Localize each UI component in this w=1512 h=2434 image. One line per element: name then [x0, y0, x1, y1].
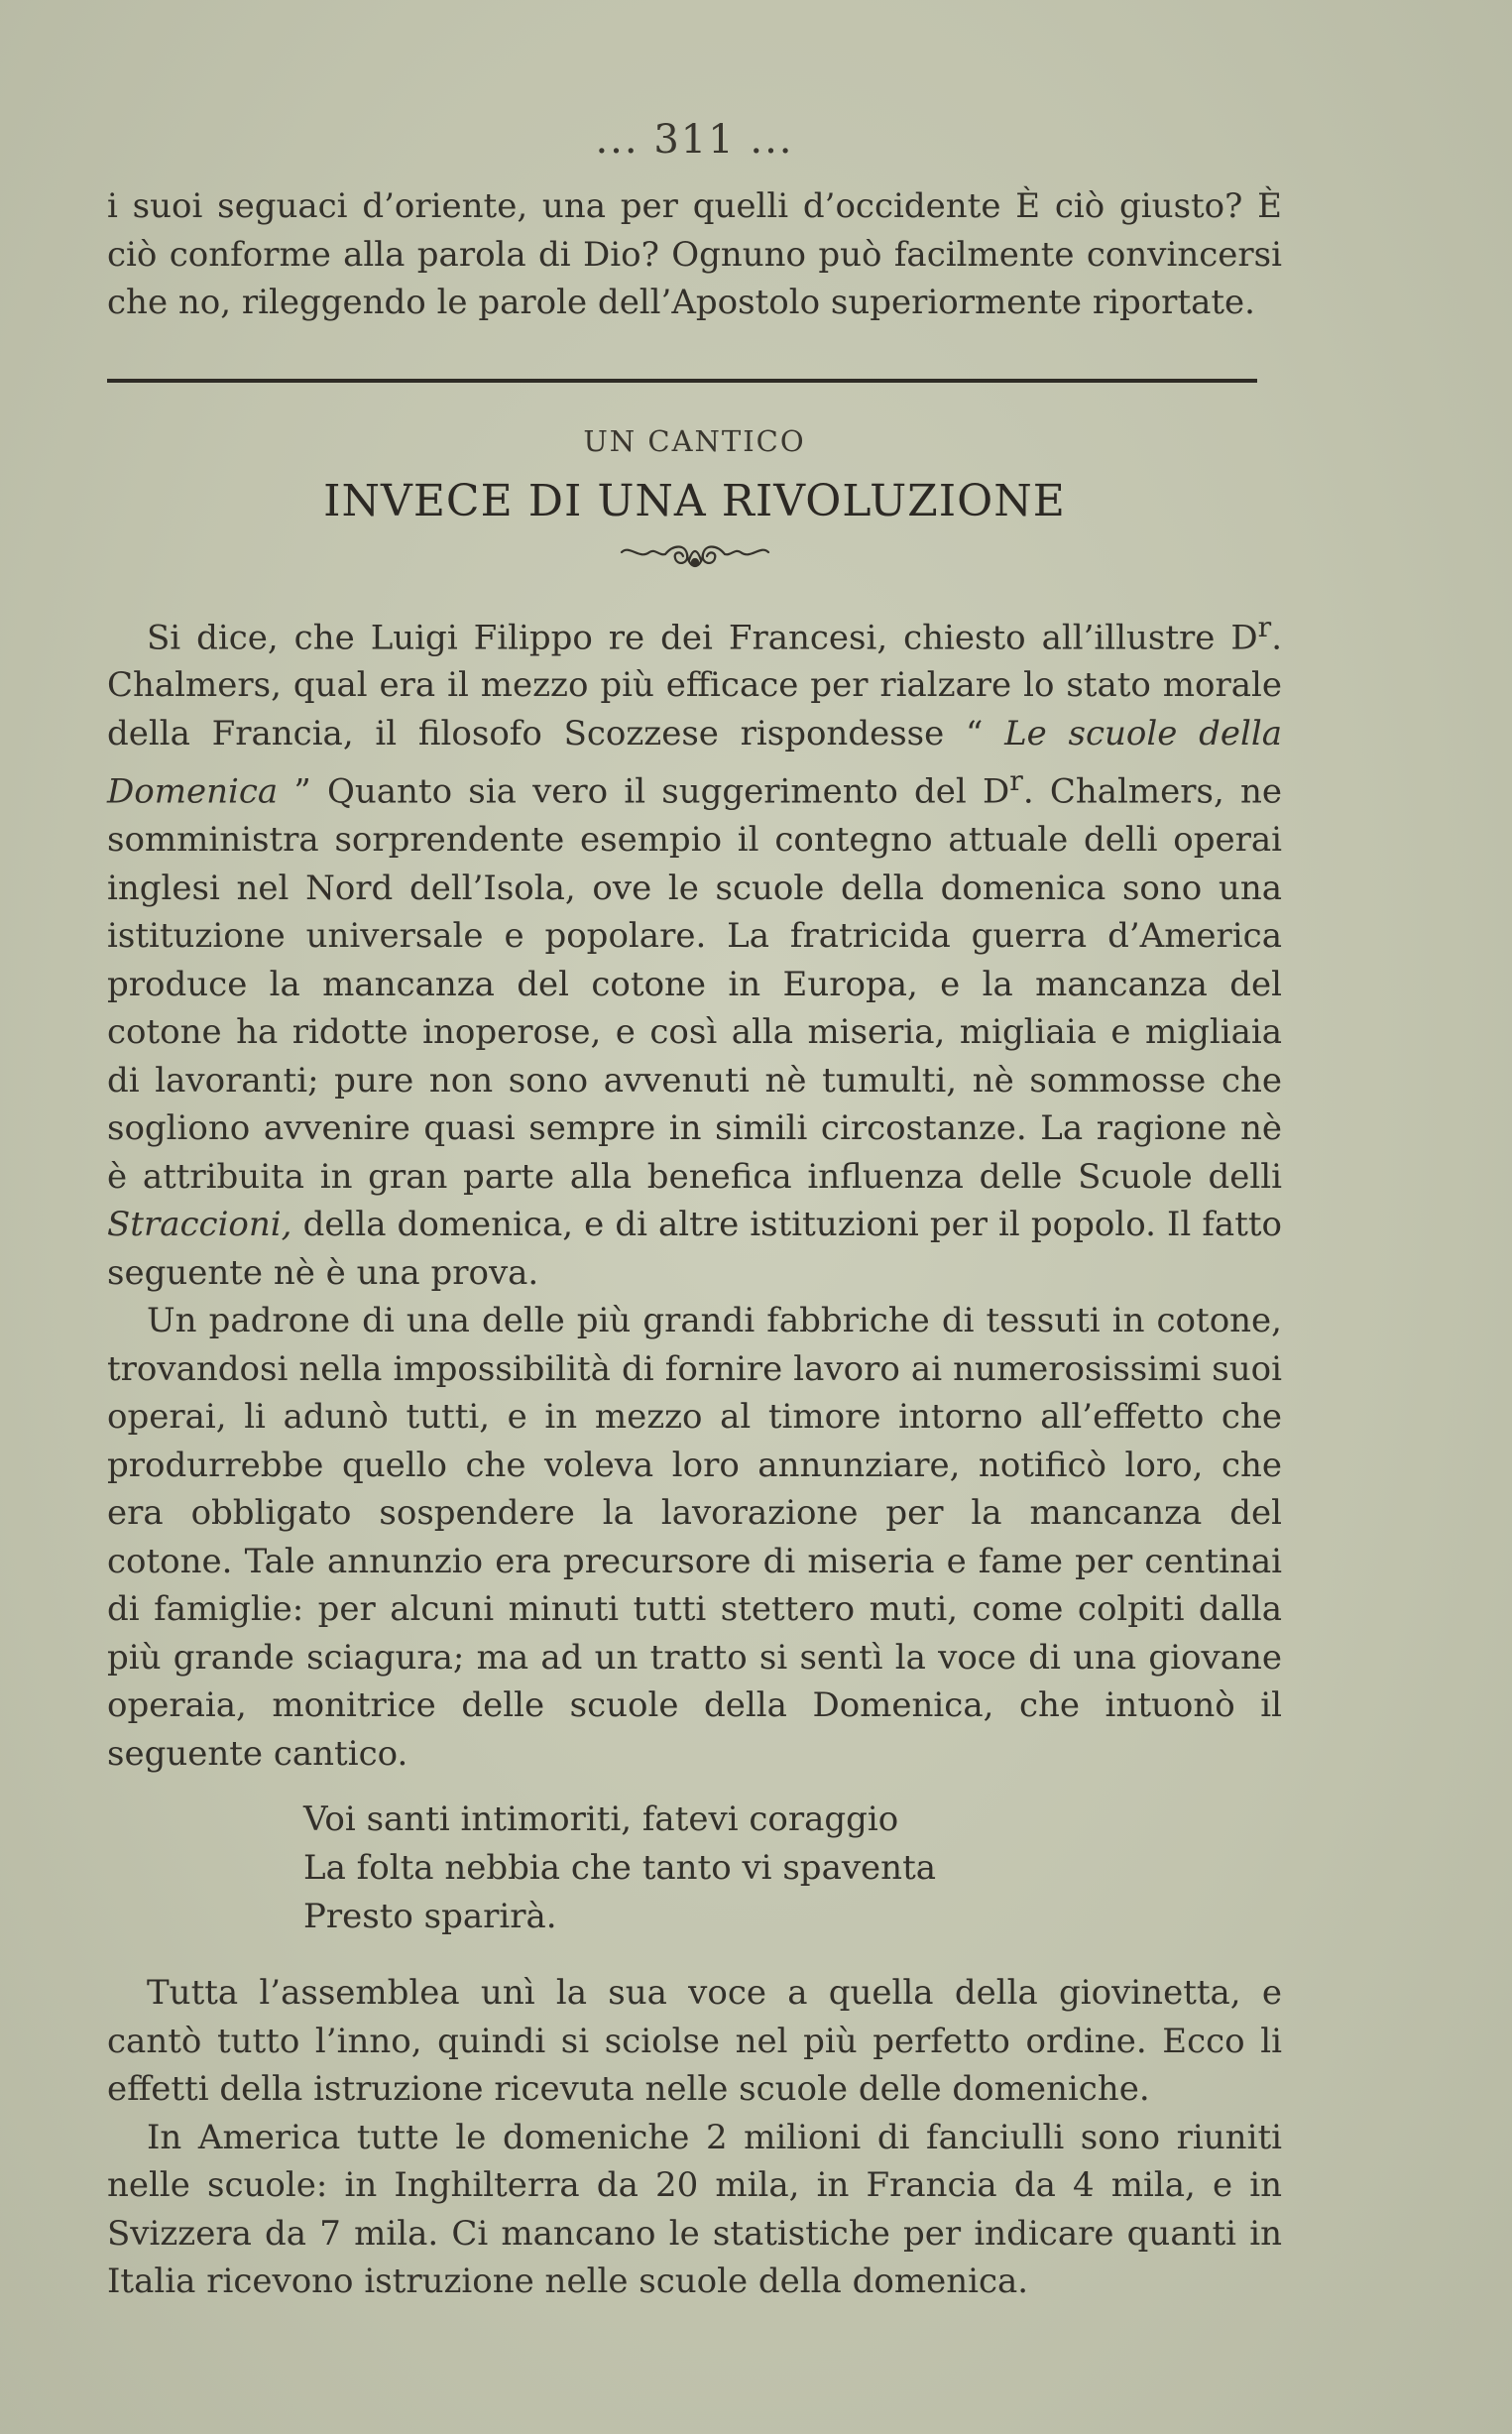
paragraph-3: Tutta l’assemblea unì la sua voce a quella della giovinetta, e cantò tutto l’inno, quindi si sciolse nel più perfetto ordine. Ecco li effetti della istruzione ricevuta nelle scuole delle domeniche. — [107, 1973, 1282, 2110]
article-title: INVECE DI UNA RIVOLUZIONE — [323, 475, 1066, 526]
article-kicker: UN CANTICO — [583, 423, 806, 458]
p1-italic-straccioni: Straccioni, — [107, 1205, 292, 1245]
fleuron-ornament-icon — [616, 540, 774, 574]
p1-italic-title: Le scuole della Domenica — [107, 713, 1282, 812]
opening-paragraph: i suoi seguaci d’oriente, una per quelli d’occidente È ciò giusto? È ciò conforme alla parola di Dio? Ognuno può facilmente convincersi che no, rileggendo le parole dell’Apostolo superiormente riportate. — [107, 186, 1282, 322]
p1-text-d: . Chalmers, ne somministra sorprendente esempio il contegno attuale delli operai inglesi nel Nord dell’Isola, ove le scuole della domenica sono una istituzione universale e popolare. La fratricida guerra d’America produce la mancanza del cotone in Europa, e la mancanza del cotone ha ridotte inoperose, e così alla miseria, migliaia e migliaia di lavoranti; pure non sono avvenuti nè tumulti, nè sommosse che sogliono avvenire quasi sempre in simili circostanze. La ragione nè è attribuita in gran parte alla benefica influenza delle Scuole delli — [107, 771, 1283, 1197]
p1-text-a: Si dice, che Luigi Filippo re dei Francesi, chiesto all’illustre D — [147, 617, 1258, 657]
p1-superscript-2: r — [1009, 764, 1023, 798]
p1-text-b: . Chalmers, qual era il mezzo più efficace per rialzare lo stato morale della Francia, il filosofo Scozzese rispondesse “ — [107, 617, 1282, 753]
paragraph-1 — [107, 604, 1282, 1298]
paragraph-4: In America tutte le domeniche 2 milioni di fanciulli sono riuniti nelle scuole: in Inghilterra da 20 mila, in Francia da 4 mila, e in Svizzera da 7 mila. Ci mancano le statistiche per indicare quanti in Italia ricevono istruzione nelle scuole della domenica. — [107, 2117, 1282, 2302]
poem-line: La folta nebbia che tanto vi spaventa — [303, 1848, 936, 1889]
p1-text-c: ” Quanto sia vero il suggerimento del D — [278, 771, 1010, 812]
p1-text-e: della domenica, e di altre istituzioni per il popolo. Il fatto seguente nè è una prova. — [107, 1205, 1282, 1293]
poem-line: Presto sparirà. — [303, 1897, 557, 1937]
text-column — [107, 117, 1282, 2306]
p1-superscript-1: r — [1257, 610, 1272, 643]
poem-line: Voi santi intimoriti, fatevi coraggio — [303, 1799, 899, 1840]
section-divider — [107, 379, 1257, 383]
page-number: ... 311 ... — [595, 117, 794, 163]
poem-block — [303, 1796, 1282, 1941]
paragraph-2: Un padrone di una delle più grandi fabbriche di tessuti in cotone, trovandosi nella impossibilità di fornire lavoro ai numerosissimi suoi operai, li adunò tutti, e in mezzo al timore intorno all’effetto che produrrebbe quello che voleva loro annunziare, notificò loro, che era obbligato sospendere la lavorazione per la mancanza del cotone. Tale annunzio era precursore di miseria e fame per centinai di famiglie: per alcuni minuti tutti stettero muti, come colpiti dalla più grande sciagura; ma ad un tratto si sentì la voce di una giovane operaia, monitrice delle scuole della Domenica, che intuonò il seguente cantico. — [107, 1301, 1282, 1774]
